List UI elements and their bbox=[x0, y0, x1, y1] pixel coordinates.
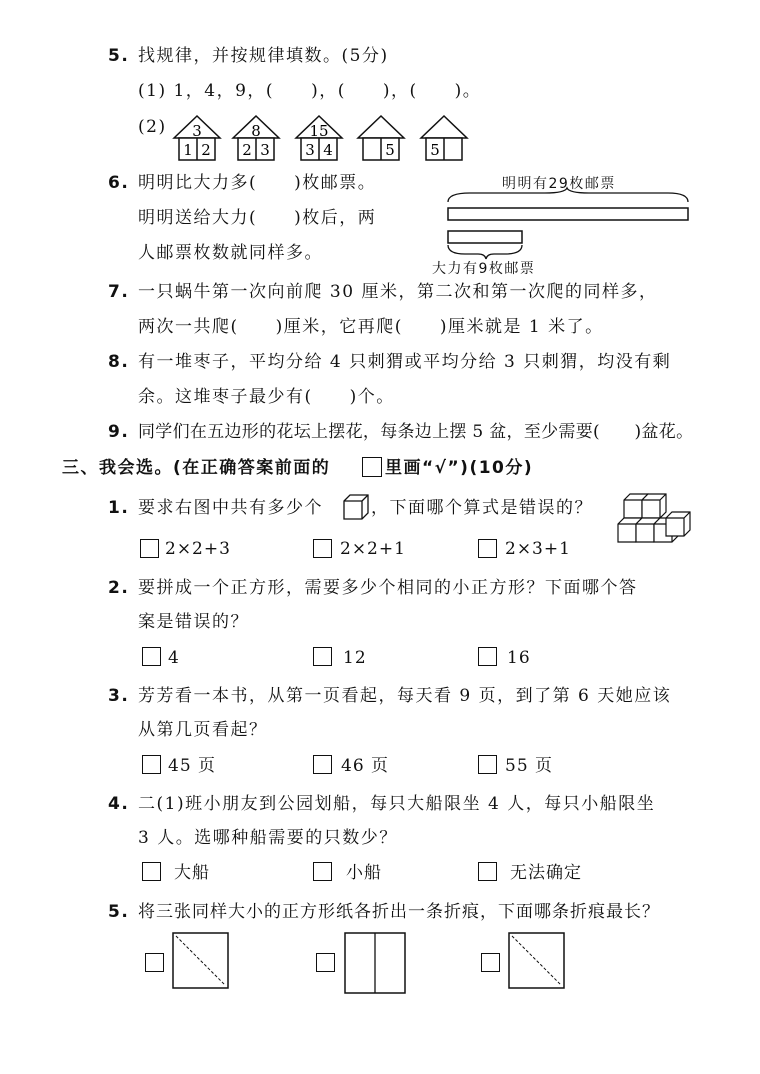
s1-option-a-checkbox[interactable] bbox=[140, 539, 159, 558]
folded-square-diagonal-c bbox=[508, 932, 568, 992]
q5-number: 5. bbox=[108, 46, 130, 66]
stamp-bar-diagram bbox=[0, 0, 760, 300]
cube bbox=[642, 494, 666, 518]
s3-option-a: 45 页 bbox=[168, 756, 217, 776]
q7-number: 7. bbox=[108, 282, 130, 302]
s4-option-a: 大船 bbox=[174, 863, 210, 883]
stamp-label-dali: 大力有9枚邮票 bbox=[432, 261, 536, 277]
s5-number: 5. bbox=[108, 902, 130, 922]
s4-option-b: 小船 bbox=[346, 863, 382, 883]
cube-stack-figure bbox=[615, 490, 695, 550]
s4-option-b-checkbox[interactable] bbox=[313, 862, 332, 881]
s5-line1: 将三张同样大小的正方形纸各折出一条折痕，下面哪条折痕最长？ bbox=[138, 902, 660, 922]
s3-option-c-checkbox[interactable] bbox=[478, 755, 497, 774]
house-right-number: 2 bbox=[201, 141, 211, 159]
s1-option-b-checkbox[interactable] bbox=[313, 539, 332, 558]
s4-option-c: 无法确定 bbox=[510, 863, 582, 883]
q9-line1: 同学们在五边形的花坛上摆花，每条边上摆 5 盆，至少需要( )盆花。 bbox=[138, 422, 694, 442]
s3-option-b: 46 页 bbox=[341, 756, 390, 776]
s2-line1: 要拼成一个正方形，需要多少个相同的小正方形？下面哪个答 bbox=[138, 578, 638, 598]
s2-option-c: 16 bbox=[507, 648, 531, 668]
q7-line1: 一只蜗牛第一次向前爬 30 厘米，第二次和第一次爬的同样多， bbox=[138, 282, 658, 302]
s4-option-a-checkbox[interactable] bbox=[142, 862, 161, 881]
q5-part1: (1) 1，4，9，( )，( )，( )。 bbox=[138, 81, 482, 101]
s1-number: 1. bbox=[108, 498, 130, 518]
folded-square-middle-b bbox=[344, 932, 414, 1002]
s4-option-c-checkbox[interactable] bbox=[478, 862, 497, 881]
s3-option-c: 55 页 bbox=[505, 756, 554, 776]
s3-option-b-checkbox[interactable] bbox=[313, 755, 332, 774]
q6-line3: 人邮票枚数就同样多。 bbox=[138, 243, 323, 263]
s2-number: 2. bbox=[108, 578, 130, 598]
house-roof-number: 8 bbox=[251, 122, 261, 140]
s3-number: 3. bbox=[108, 686, 130, 706]
stamp-label-mingming: 明明有29枚邮票 bbox=[502, 176, 616, 192]
s4-number: 4. bbox=[108, 794, 130, 814]
house-left-number: 5 bbox=[430, 141, 440, 159]
q9-number: 9. bbox=[108, 422, 130, 442]
s2-line2: 案是错误的？ bbox=[138, 612, 249, 632]
house-roof-number: 15 bbox=[309, 122, 329, 140]
cube bbox=[666, 512, 690, 536]
q6-number: 6. bbox=[108, 173, 130, 193]
s4-line1: 二(1)班小朋友到公园划船，每只大船限坐 4 人，每只小船限坐 bbox=[138, 794, 656, 814]
s1-option-c-checkbox[interactable] bbox=[478, 539, 497, 558]
house-right-number: 5 bbox=[385, 141, 395, 159]
s1-option-a: 2×2+3 bbox=[165, 539, 231, 559]
s2-option-a: 4 bbox=[168, 648, 180, 668]
s5-option-b-checkbox[interactable] bbox=[316, 953, 335, 972]
s2-option-a-checkbox[interactable] bbox=[142, 647, 161, 666]
s3-line2: 从第几页看起？ bbox=[138, 720, 268, 740]
folded-square-diagonal-a bbox=[172, 932, 232, 992]
s5-option-a-checkbox[interactable] bbox=[145, 953, 164, 972]
q8-line1: 有一堆枣子，平均分给 4 只刺猬或平均分给 3 只刺猬，均没有剩 bbox=[138, 352, 672, 372]
house-right-number: 3 bbox=[260, 141, 270, 159]
s5-option-c-checkbox[interactable] bbox=[481, 953, 500, 972]
house-left-number: 1 bbox=[183, 141, 193, 159]
house-right-number: 4 bbox=[323, 141, 333, 159]
q5-part2-label: (2) bbox=[138, 117, 167, 137]
s2-option-c-checkbox[interactable] bbox=[478, 647, 497, 666]
s1-option-c: 2×3+1 bbox=[505, 539, 571, 559]
house-left-number: 3 bbox=[305, 141, 315, 159]
s1-text-b: ，下面哪个算式是错误的？ bbox=[371, 498, 593, 518]
s3-option-a-checkbox[interactable] bbox=[142, 755, 161, 774]
q6-line1: 明明比大力多( )枚邮票。 bbox=[138, 173, 377, 193]
house-left-number: 2 bbox=[242, 141, 252, 159]
s2-option-b-checkbox[interactable] bbox=[313, 647, 332, 666]
section3-suffix: 里画“√”)(10分) bbox=[385, 458, 534, 478]
q8-number: 8. bbox=[108, 352, 130, 372]
s4-line2: 3 人。选哪种船需要的只数少？ bbox=[138, 828, 398, 848]
s3-line1: 芳芳看一本书，从第一页看起，每天看 9 页，到了第 6 天她应该 bbox=[138, 686, 672, 706]
q6-line2: 明明送给大力( )枚后，两 bbox=[138, 208, 377, 228]
section3-prefix: 三、我会选。(在正确答案前面的 bbox=[62, 458, 331, 478]
s2-option-b: 12 bbox=[343, 648, 367, 668]
q5-text: 找规律，并按规律填数。(5分) bbox=[138, 46, 389, 66]
house-roof-number: 3 bbox=[192, 122, 202, 140]
small-cube-icon bbox=[343, 494, 373, 524]
s1-option-b: 2×2+1 bbox=[340, 539, 406, 559]
heading-square-icon bbox=[362, 457, 382, 477]
s1-text-a: 要求右图中共有多少个 bbox=[138, 498, 323, 518]
q8-line2: 余。这堆枣子最少有( )个。 bbox=[138, 387, 395, 407]
q7-line2: 两次一共爬( )厘米，它再爬( )厘米就是 1 米了。 bbox=[138, 317, 604, 337]
